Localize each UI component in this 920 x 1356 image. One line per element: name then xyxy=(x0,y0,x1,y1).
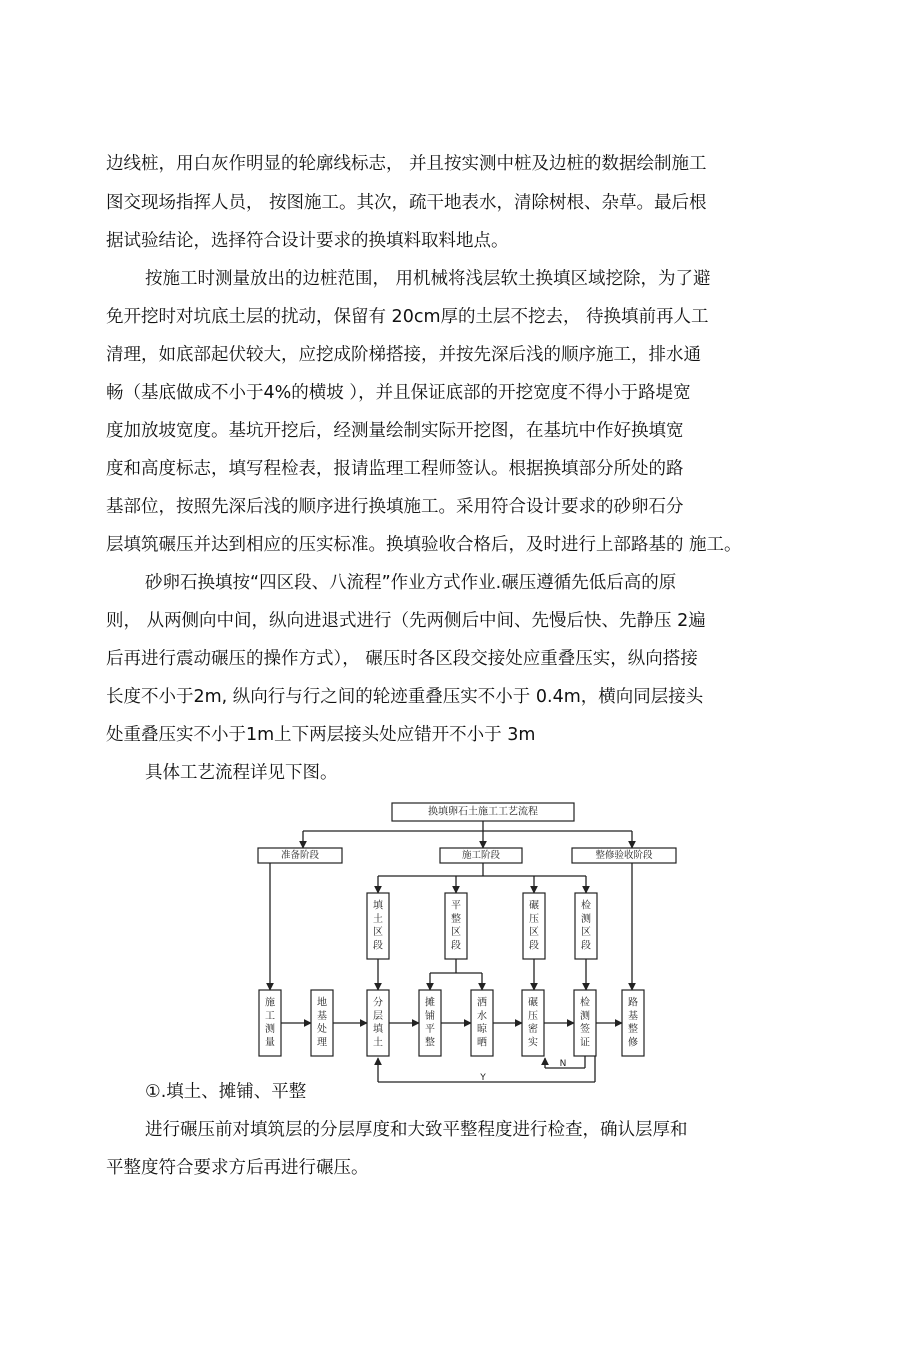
section-box-level-char: 区 xyxy=(451,927,461,939)
section-box-roll-char: 区 xyxy=(529,927,539,939)
step-box-spread-char: 整 xyxy=(425,1037,435,1049)
step-box-survey-char: 测 xyxy=(265,1024,275,1036)
section-box-roll-char: 段 xyxy=(529,940,539,952)
text-line: 层填筑碾压并达到相应的压实标准。换填验收合格后，及时进行上部路基的 施工。 xyxy=(106,535,742,555)
step-box-water-char: 洒 xyxy=(477,997,487,1009)
step-box-layerfill-char: 分 xyxy=(373,997,383,1009)
step-box-foundation-char: 处 xyxy=(317,1024,327,1036)
step-box-check-char: 测 xyxy=(580,1010,590,1022)
text-line: 平整度符合要求方后再进行碾压。 xyxy=(106,1158,369,1178)
text-line: 据试验结论，选择符合设计要求的换填料取料地点。 xyxy=(106,231,509,251)
step-box-water-char: 晾 xyxy=(477,1024,487,1036)
step-box-survey-char: 量 xyxy=(265,1037,275,1049)
text-line: 图交现场指挥人员， 按图施工。其次，疏干地表水，清除树根、杂草。最后根 xyxy=(106,193,707,213)
step-box-foundation-char: 地 xyxy=(317,997,327,1009)
phase-label-2: 整修验收阶段 xyxy=(595,850,653,861)
step-box-layerfill-char: 土 xyxy=(373,1037,383,1049)
phase-label-1: 施工阶段 xyxy=(461,850,501,861)
step-box-water-char: 晒 xyxy=(477,1037,487,1049)
text-line: 后再进行震动碾压的操作方式）， 碾压时各区段交接处应重叠压实，纵向搭接 xyxy=(106,649,698,669)
section-box-detect-char: 测 xyxy=(581,913,591,925)
text-line: 边线桩，用白灰作明显的轮廓线标志， 并且按实测中桩及边桩的数据绘制施工 xyxy=(106,154,707,174)
step-box-repair-char: 整 xyxy=(628,1024,638,1036)
text-line: 则， 从两侧向中间，纵向进退式进行（先两侧后中间、先慢后快、先静压 2遍 xyxy=(106,611,706,631)
text-line: 基部位，按照先深后浅的顺序进行换填施工。采用符合设计要求的砂卵石分 xyxy=(106,497,684,517)
step-box-repair-char: 修 xyxy=(628,1037,638,1049)
no-label: N xyxy=(559,1059,567,1069)
step-box-compact-char: 碾 xyxy=(528,997,538,1009)
section-box-level-char: 段 xyxy=(451,940,461,952)
section-box-detect-char: 段 xyxy=(581,940,591,952)
step-box-compact-char: 密 xyxy=(528,1024,538,1036)
section-box-level-char: 平 xyxy=(451,900,461,912)
step-box-foundation-char: 基 xyxy=(317,1010,327,1022)
section-box-level-char: 整 xyxy=(451,913,461,925)
text-line: 按施工时测量放出的边桩范围， 用机械将浅层软土换填区域挖除，为了避 xyxy=(145,269,711,289)
step-box-foundation-char: 理 xyxy=(317,1037,327,1049)
section-box-roll-char: 碾 xyxy=(529,900,539,912)
step-box-survey-char: 施 xyxy=(265,997,275,1009)
text-line: 度加放坡宽度。基坑开挖后，经测量绘制实际开挖图，在基坑中作好换填宽 xyxy=(106,421,684,441)
text-line: 长度不小于2m, 纵向行与行之间的轮迹重叠压实不小于 0.4m，横向同层接头 xyxy=(106,687,704,707)
phase-label-0: 准备阶段 xyxy=(280,850,320,861)
step-box-compact-char: 实 xyxy=(528,1037,538,1049)
section-box-fill-char: 土 xyxy=(373,913,383,925)
step-box-spread-char: 摊 xyxy=(425,997,435,1009)
text-line: 畅（基底做成不小于4%的横坡 ），并且保证底部的开挖宽度不得小于路堤宽 xyxy=(106,383,691,403)
step-box-check-char: 证 xyxy=(580,1037,590,1049)
step-box-spread-char: 铺 xyxy=(425,1010,435,1022)
text-line: ①.填土、摊铺、平整 xyxy=(145,1082,307,1102)
section-box-fill-char: 段 xyxy=(373,940,383,952)
section-box-fill-char: 区 xyxy=(373,927,383,939)
step-box-compact-char: 压 xyxy=(528,1010,538,1022)
text-line: 免开挖时对坑底土层的扰动，保留有 20cm厚的土层不挖去， 待换填前再人工 xyxy=(106,307,709,327)
step-box-repair-char: 路 xyxy=(628,997,638,1009)
text-line: 砂卵石换填按“四区段、八流程”作业方式作业.碾压遵循先低后高的原 xyxy=(145,573,677,593)
step-box-water-char: 水 xyxy=(477,1010,487,1022)
flowchart-title: 换填卵石土施工工艺流程 xyxy=(428,806,538,818)
step-box-check-char: 检 xyxy=(580,997,590,1009)
section-box-roll-char: 压 xyxy=(529,913,539,925)
step-box-survey-char: 工 xyxy=(265,1010,275,1022)
text-line: 清理，如底部起伏较大，应挖成阶梯搭接，并按先深后浅的顺序施工，排水通 xyxy=(106,345,701,365)
step-box-repair-char: 基 xyxy=(628,1010,638,1022)
step-box-layerfill-char: 填 xyxy=(373,1024,383,1036)
text-line: 具体工艺流程详见下图。 xyxy=(145,763,338,783)
text-line: 进行碾压前对填筑层的分层厚度和大致平整程度进行检查，确认层厚和 xyxy=(145,1120,688,1140)
section-box-fill-char: 填 xyxy=(373,900,383,912)
step-box-spread-char: 平 xyxy=(425,1024,435,1036)
text-line: 度和高度标志，填写程检表，报请监理工程师签认。根据换填部分所处的路 xyxy=(106,459,684,479)
section-box-detect-char: 检 xyxy=(581,900,591,912)
text-line: 处重叠压实不小于1m上下两层接头处应错开不小于 3m xyxy=(106,725,536,745)
yes-label: Y xyxy=(480,1073,486,1083)
step-box-layerfill-char: 层 xyxy=(373,1010,383,1022)
step-box-check-char: 签 xyxy=(580,1024,590,1036)
section-box-detect-char: 区 xyxy=(581,927,591,939)
